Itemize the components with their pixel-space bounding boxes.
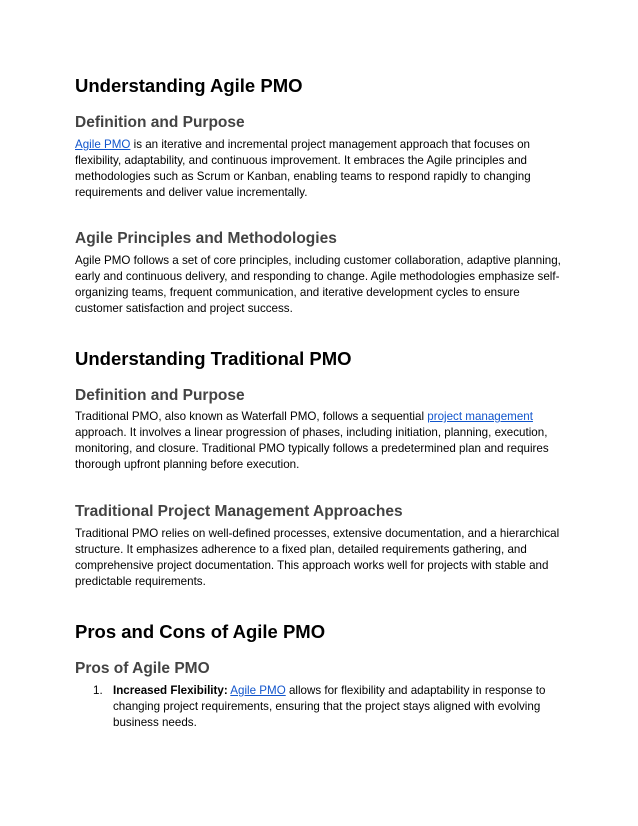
link-agile-pmo-list[interactable]: Agile PMO xyxy=(230,684,286,697)
section-title-agile: Understanding Agile PMO xyxy=(75,75,303,96)
subheading-pros-agile: Pros of Agile PMO xyxy=(75,660,210,677)
list-item xyxy=(75,683,565,731)
paragraph-agile-definition xyxy=(75,137,565,201)
paragraph-traditional-definition xyxy=(75,409,565,473)
subheading-traditional-approaches: Traditional Project Management Approaches xyxy=(75,503,403,520)
subheading-traditional-definition: Definition and Purpose xyxy=(75,387,245,404)
pros-list xyxy=(75,683,565,731)
link-project-management[interactable]: project management xyxy=(427,410,533,423)
list-item-text: allows for flexibility and adaptability in response to changing project requirements, ensuring that the project stays aligned with evolving business needs. xyxy=(113,684,546,729)
paragraph-agile-principles: Agile PMO follows a set of core principles, including customer collaboration, adaptive planning, early and continuous delivery, and responding to change. Agile methodologies emphasize self-organizing teams, frequent communication, and iterative development cycles to ensure customer satisfaction and project success. xyxy=(75,254,561,315)
paragraph-traditional-approaches: Traditional PMO relies on well-defined processes, extensive documentation, and a hierarchical structure. It emphasizes adherence to a fixed plan, detailed requirements gathering, and comprehensive project documentation. This approach works well for projects with stable and predictable requirements. xyxy=(75,527,560,588)
text-traditional-before: Traditional PMO, also known as Waterfall PMO, follows a sequential xyxy=(75,410,428,423)
link-agile-pmo[interactable]: Agile PMO xyxy=(75,138,131,151)
list-item-label: Increased Flexibility: xyxy=(113,684,228,697)
subheading-agile-principles: Agile Principles and Methodologies xyxy=(75,230,337,247)
section-title-traditional: Understanding Traditional PMO xyxy=(75,348,352,369)
list-number: 1. xyxy=(93,684,103,697)
text-traditional-after: approach. It involves a linear progression of phases, including initiation, planning, execution, monitoring, and closure. Traditional PMO typically follows a predetermined plan and requires thorough upfront planning before execution. xyxy=(75,426,549,471)
subheading-agile-definition: Definition and Purpose xyxy=(75,114,245,131)
section-title-pros-cons: Pros and Cons of Agile PMO xyxy=(75,621,326,642)
text-agile-definition: is an iterative and incremental project management approach that focuses on flexibility, adaptability, and continuous improvement. It embraces the Agile principles and methodologies such as Scrum or Kanban, enabling teams to respond rapidly to changing requirements and deliver value incrementally. xyxy=(75,138,531,199)
